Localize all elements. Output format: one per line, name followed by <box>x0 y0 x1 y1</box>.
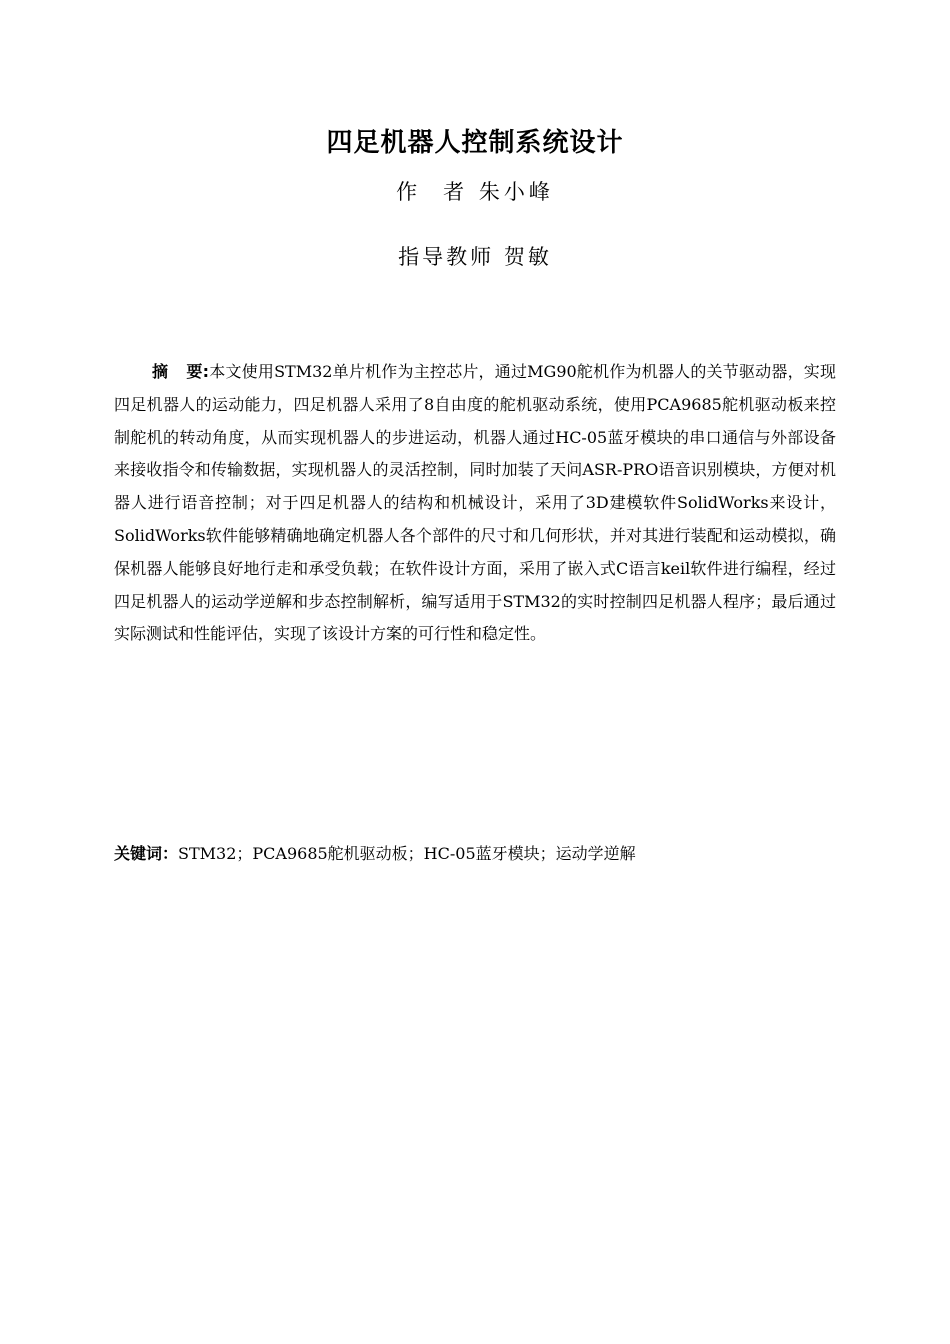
abstract-text: 本文使用STM32单片机作为主控芯片，通过MG90舵机作为机器人的关节驱动器，实现四足机器人的运动能力，四足机器人采用了8自由度的舵机驱动系统，使用PCA9685舵机驱动板来控制舵机的转动角度，从而实现机器人的步进运动，机器人通过HC-05蓝牙模块的串口通信与外部设备来接收指令和传输数据，实现机器人的灵活控制，同时加装了天问ASR-PRO语音识别模块，方便对机器人进行语音控制；对于四足机器人的结构和机械设计，采用了3D建模软件SolidWorks来设计，SolidWorks软件能够精确地确定机器人各个部件的尺寸和几何形状，并对其进行装配和运动模拟，确保机器人能够良好地行走和承受负载；在软件设计方面，采用了嵌入式C语言keil软件进行编程，经过四足机器人的运动学逆解和步态控制解析，编写适用于STM32的实时控制四足机器人程序；最后通过实际测试和性能评估，实现了该设计方案的可行性和稳定性。 <box>114 362 836 644</box>
keywords-line <box>114 842 836 866</box>
advisor-label: 指导教师 <box>398 245 495 269</box>
advisor-name: 贺敏 <box>503 245 552 269</box>
page-title: 四足机器人控制系统设计 <box>326 128 624 158</box>
abstract-label-1: 摘 <box>152 362 169 381</box>
abstract-label-2: 要: <box>186 362 210 381</box>
author-line <box>0 176 950 206</box>
keywords-text: STM32；PCA9685舵机驱动板；HC-05蓝牙模块；运动学逆解 <box>178 844 636 863</box>
author-label-1: 作 <box>396 180 422 204</box>
abstract-paragraph <box>114 356 836 651</box>
author-name: 朱小峰 <box>478 180 554 204</box>
keywords-label: 关键词： <box>114 844 179 863</box>
abstract-label <box>152 362 209 381</box>
author-label-2: 者 <box>443 180 469 204</box>
advisor-line <box>0 241 950 271</box>
